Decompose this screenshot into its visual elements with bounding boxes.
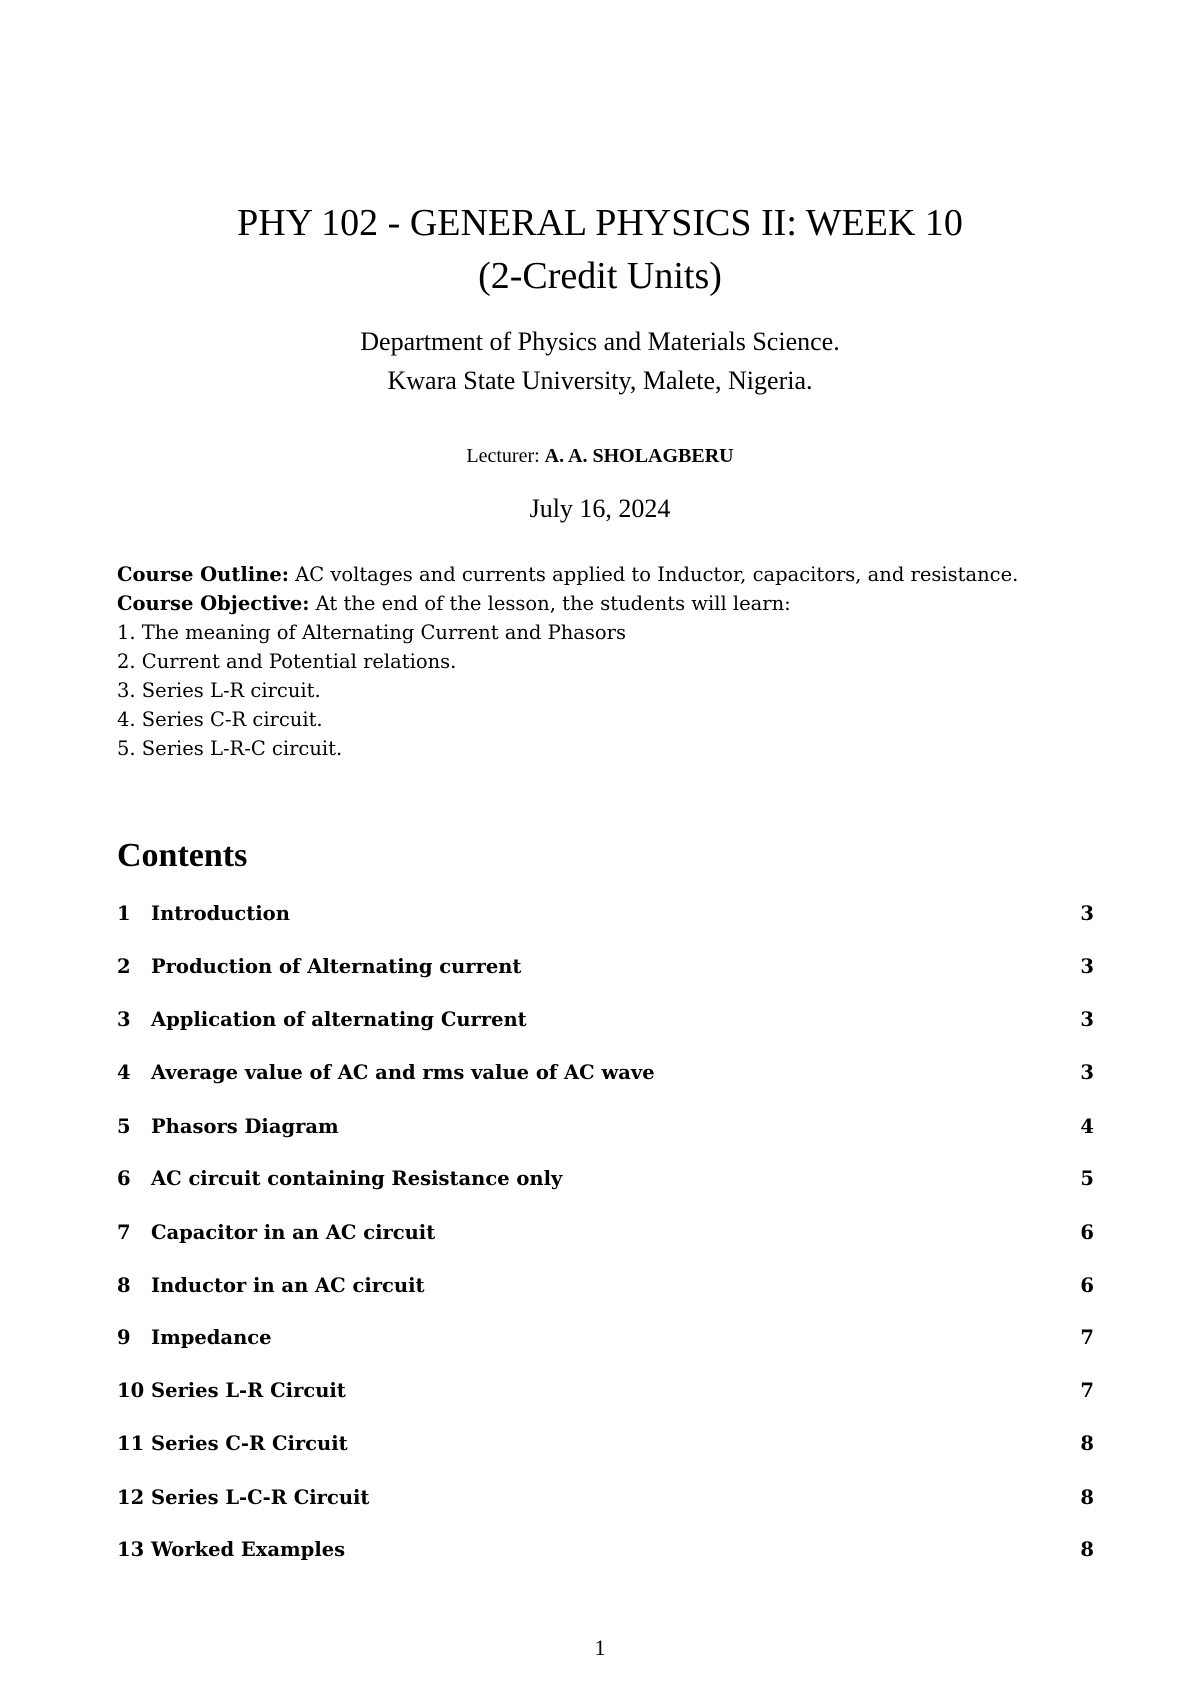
page-number: 1 bbox=[594, 1635, 606, 1660]
toc-entry-title: Series L-C-R Circuit bbox=[151, 1486, 370, 1509]
course-info bbox=[117, 560, 1097, 763]
toc-entry-title: Series C-R Circuit bbox=[151, 1432, 348, 1455]
course-objective-text: At the end of the lesson, the students will learn: bbox=[309, 592, 791, 615]
toc-entry[interactable] bbox=[117, 1376, 1094, 1406]
toc-entry-page: 8 bbox=[1080, 1432, 1094, 1455]
toc-entry-page: 8 bbox=[1080, 1486, 1094, 1509]
toc-entry-title: Average value of AC and rms value of AC wave bbox=[151, 1061, 655, 1084]
toc-entry[interactable] bbox=[117, 1323, 1094, 1353]
document-title-line1: PHY 102 - GENERAL PHYSICS II: WEEK 10 bbox=[237, 202, 963, 244]
toc-entry-number: 3 bbox=[117, 1008, 131, 1031]
toc-entry-number: 4 bbox=[117, 1061, 131, 1084]
lecturer-label: Lecturer: bbox=[466, 445, 540, 467]
toc-entry-title: Application of alternating Current bbox=[151, 1008, 527, 1031]
toc-entry-number: 7 bbox=[117, 1221, 131, 1244]
toc-entry-title: Introduction bbox=[151, 902, 290, 925]
toc-entry[interactable] bbox=[117, 1535, 1094, 1565]
course-outline-text: AC voltages and currents applied to Inductor, capacitors, and resistance. bbox=[288, 563, 1019, 586]
toc-entry-page: 8 bbox=[1080, 1538, 1094, 1561]
course-outline bbox=[117, 560, 1097, 589]
department-name: Department of Physics and Materials Science. bbox=[360, 327, 840, 356]
toc-entry-page: 3 bbox=[1080, 1008, 1094, 1031]
contents-heading: Contents bbox=[117, 837, 248, 874]
toc-entry-page: 7 bbox=[1080, 1379, 1094, 1402]
toc-entry-number: 6 bbox=[117, 1167, 131, 1190]
course-objective bbox=[117, 589, 1097, 618]
toc-entry-number: 1 bbox=[117, 902, 131, 925]
course-outline-label: Course Outline: bbox=[117, 563, 289, 586]
toc-entry-page: 3 bbox=[1080, 902, 1094, 925]
toc-entry-page: 5 bbox=[1080, 1167, 1094, 1190]
toc-entry-title: Phasors Diagram bbox=[151, 1115, 339, 1138]
toc-entry-title: Series L-R Circuit bbox=[151, 1379, 346, 1402]
document-date: July 16, 2024 bbox=[529, 494, 671, 523]
toc-entry-number: 11 bbox=[117, 1432, 145, 1455]
objective-item: 1. The meaning of Alternating Current and Phasors bbox=[117, 621, 626, 644]
toc-entry-title: AC circuit containing Resistance only bbox=[151, 1167, 563, 1190]
objective-item: 2. Current and Potential relations. bbox=[117, 650, 457, 673]
toc-entry-number: 5 bbox=[117, 1115, 131, 1138]
toc-entry-page: 6 bbox=[1080, 1274, 1094, 1297]
toc-entry-title: Worked Examples bbox=[151, 1538, 346, 1561]
toc-entry-number: 2 bbox=[117, 955, 131, 978]
toc-entry-page: 6 bbox=[1080, 1221, 1094, 1244]
toc-entry[interactable] bbox=[117, 1112, 1094, 1142]
objective-item: 5. Series L-R-C circuit. bbox=[117, 737, 343, 760]
toc-entry-title: Impedance bbox=[151, 1326, 272, 1349]
toc-entry[interactable] bbox=[117, 952, 1094, 982]
toc-entry[interactable] bbox=[117, 1164, 1094, 1194]
lecturer-line bbox=[0, 443, 1200, 469]
toc-entry-number: 10 bbox=[117, 1379, 145, 1402]
toc-entry-page: 3 bbox=[1080, 1061, 1094, 1084]
objective-item: 4. Series C-R circuit. bbox=[117, 708, 323, 731]
toc-entry-title: Capacitor in an AC circuit bbox=[151, 1221, 436, 1244]
toc-entry-page: 7 bbox=[1080, 1326, 1094, 1349]
document-title-line2: (2-Credit Units) bbox=[478, 255, 722, 297]
toc-entry[interactable] bbox=[117, 1483, 1094, 1513]
toc-entry-number: 13 bbox=[117, 1538, 145, 1561]
university-name: Kwara State University, Malete, Nigeria. bbox=[387, 366, 813, 395]
toc-entry[interactable] bbox=[117, 1058, 1094, 1088]
toc-entry[interactable] bbox=[117, 1429, 1094, 1459]
toc-entry-page: 3 bbox=[1080, 955, 1094, 978]
objective-item: 3. Series L-R circuit. bbox=[117, 679, 321, 702]
course-objective-label: Course Objective: bbox=[117, 592, 310, 615]
toc-entry-number: 9 bbox=[117, 1326, 131, 1349]
toc-entry-title: Inductor in an AC circuit bbox=[151, 1274, 425, 1297]
toc-entry[interactable] bbox=[117, 1218, 1094, 1248]
toc-entry[interactable] bbox=[117, 1005, 1094, 1035]
toc-entry[interactable] bbox=[117, 1271, 1094, 1301]
toc-entry-number: 12 bbox=[117, 1486, 145, 1509]
toc-entry-number: 8 bbox=[117, 1274, 131, 1297]
lecturer-name: A. A. SHOLAGBERU bbox=[544, 445, 734, 467]
toc-entry-page: 4 bbox=[1080, 1115, 1094, 1138]
toc-entry[interactable] bbox=[117, 899, 1094, 929]
toc-entry-title: Production of Alternating current bbox=[151, 955, 522, 978]
